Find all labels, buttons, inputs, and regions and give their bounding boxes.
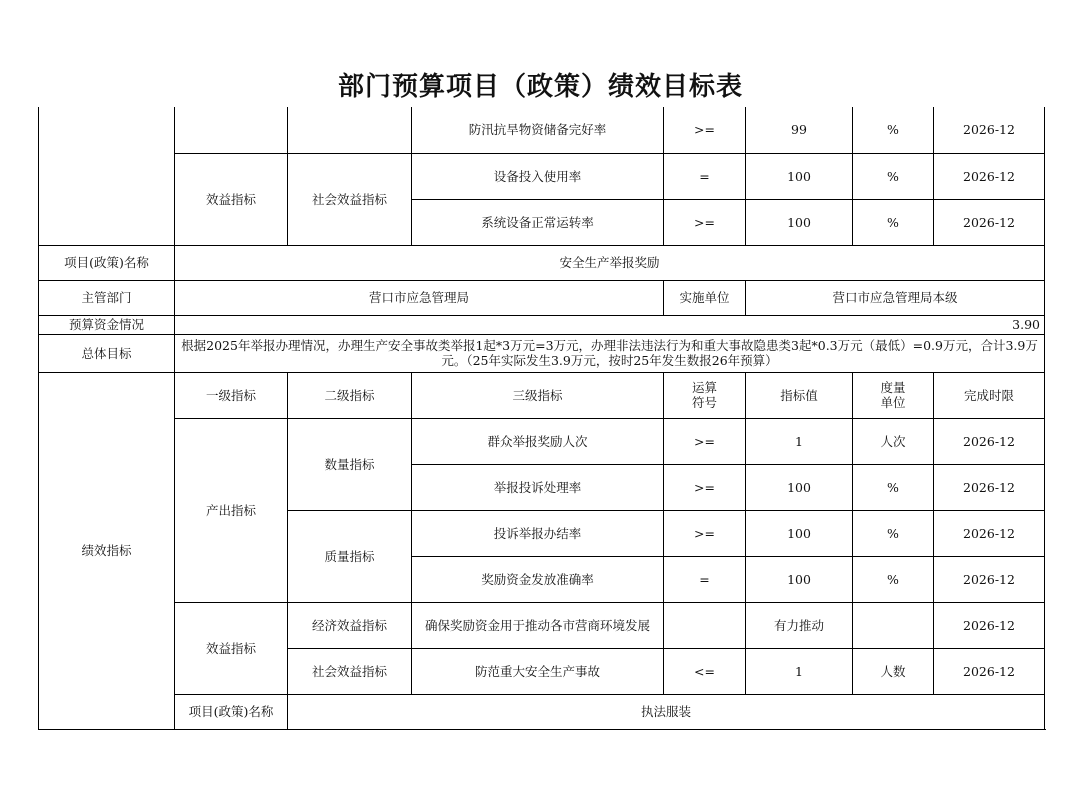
- level3-cell: 举报投诉处理率: [412, 464, 664, 510]
- level3-cell: 系统设备正常运转率: [412, 199, 664, 245]
- table-row: [39, 602, 1045, 648]
- level3-cell: 投诉举报办结率: [412, 510, 664, 556]
- deadline-cell: 2026-12: [934, 107, 1045, 153]
- dept-value: 营口市应急管理局: [175, 280, 664, 315]
- unit-cell: [853, 602, 934, 648]
- value-cell: 有力推动: [746, 602, 853, 648]
- operator-cell: <=: [664, 648, 746, 694]
- deadline-cell: 2026-12: [934, 418, 1045, 464]
- table-row: [39, 280, 1045, 315]
- project-name-label: 项目(政策)名称: [39, 245, 175, 280]
- quality-label: 质量指标: [288, 510, 412, 602]
- value-cell: 100: [746, 199, 853, 245]
- output-label: 产出指标: [175, 418, 288, 602]
- header-operator: [664, 372, 746, 418]
- level3-cell: 确保奖励资金用于推动各市营商环境发展: [412, 602, 664, 648]
- level3-cell: 防汛抗旱物资储备完好率: [412, 107, 664, 153]
- operator-cell: =: [664, 556, 746, 602]
- dept-label: 主管部门: [39, 280, 175, 315]
- table-row: [39, 245, 1045, 280]
- unit-cell: %: [853, 199, 934, 245]
- performance-table: [38, 107, 1045, 730]
- perf-label: 绩效指标: [39, 372, 175, 729]
- page-title: 部门预算项目（政策）绩效目标表: [337, 72, 743, 102]
- deadline-cell: 2026-12: [934, 510, 1045, 556]
- level1-cell: 效益指标: [175, 153, 288, 245]
- value-cell: 99: [746, 107, 853, 153]
- table-row: [39, 694, 1045, 729]
- header-unit-line1: 度量: [880, 380, 906, 395]
- unit-cell: 人数: [853, 648, 934, 694]
- benefit-label: 效益指标: [175, 602, 288, 694]
- operator-cell: =: [664, 153, 746, 199]
- impl-label: 实施单位: [664, 280, 746, 315]
- deadline-cell: 2026-12: [934, 602, 1045, 648]
- quantity-label: 数量指标: [288, 418, 412, 510]
- unit-cell: %: [853, 153, 934, 199]
- deadline-cell: 2026-12: [934, 648, 1045, 694]
- deadline-cell: 2026-12: [934, 199, 1045, 245]
- header-operator-line2: 符号: [691, 395, 717, 410]
- unit-cell: %: [853, 464, 934, 510]
- deadline-cell: 2026-12: [934, 153, 1045, 199]
- economic-label: 经济效益指标: [288, 602, 412, 648]
- header-level2: 二级指标: [288, 372, 412, 418]
- blank-cell: [288, 107, 412, 153]
- table-row: [39, 107, 1045, 153]
- header-deadline: 完成时限: [934, 372, 1045, 418]
- deadline-cell: 2026-12: [934, 464, 1045, 510]
- table-row: [39, 153, 1045, 199]
- next-project-name-label: 项目(政策)名称: [175, 694, 288, 729]
- table-row: [39, 334, 1045, 372]
- level3-cell: 奖励资金发放准确率: [412, 556, 664, 602]
- header-operator-line1: 运算: [691, 380, 717, 395]
- header-level1: 一级指标: [175, 372, 288, 418]
- unit-cell: 人次: [853, 418, 934, 464]
- table-row: [39, 315, 1045, 334]
- operator-cell: >=: [664, 107, 746, 153]
- unit-cell: %: [853, 107, 934, 153]
- blank-cell: [175, 107, 288, 153]
- operator-cell: >=: [664, 464, 746, 510]
- operator-cell: [664, 602, 746, 648]
- level3-cell: 群众举报奖励人次: [412, 418, 664, 464]
- unit-cell: %: [853, 510, 934, 556]
- value-cell: 100: [746, 153, 853, 199]
- unit-cell: %: [853, 556, 934, 602]
- value-cell: 1: [746, 418, 853, 464]
- budget-label: 预算资金情况: [39, 315, 175, 334]
- value-cell: 100: [746, 464, 853, 510]
- deadline-cell: 2026-12: [934, 556, 1045, 602]
- budget-value: 3.90: [175, 315, 1045, 334]
- level3-cell: 防范重大安全生产事故: [412, 648, 664, 694]
- header-value: 指标值: [746, 372, 853, 418]
- operator-cell: >=: [664, 199, 746, 245]
- table-row: [39, 418, 1045, 464]
- blank-cell: [39, 107, 175, 245]
- header-unit-line2: 单位: [880, 395, 906, 410]
- operator-cell: >=: [664, 510, 746, 556]
- project-name: 安全生产举报奖励: [175, 245, 1045, 280]
- level2-cell: 社会效益指标: [288, 153, 412, 245]
- impl-value: 营口市应急管理局本级: [746, 280, 1045, 315]
- level3-cell: 设备投入使用率: [412, 153, 664, 199]
- goal-label: 总体目标: [39, 334, 175, 372]
- operator-cell: >=: [664, 418, 746, 464]
- value-cell: 100: [746, 510, 853, 556]
- header-row: [39, 372, 1045, 418]
- value-cell: 100: [746, 556, 853, 602]
- social-label: 社会效益指标: [288, 648, 412, 694]
- header-unit: [853, 372, 934, 418]
- goal-text: 根据2025年举报办理情况，办理生产安全事故类举报1起*3万元=3万元，办理非法违法行为和重大事故隐患类3起*0.3万元（最低）=0.9万元，合计3.9万元。（25年实际发生3.9万元，按时25年发生数报26年预算）: [175, 334, 1045, 372]
- header-level3: 三级指标: [412, 372, 664, 418]
- next-project-name: 执法服装: [288, 694, 1045, 729]
- value-cell: 1: [746, 648, 853, 694]
